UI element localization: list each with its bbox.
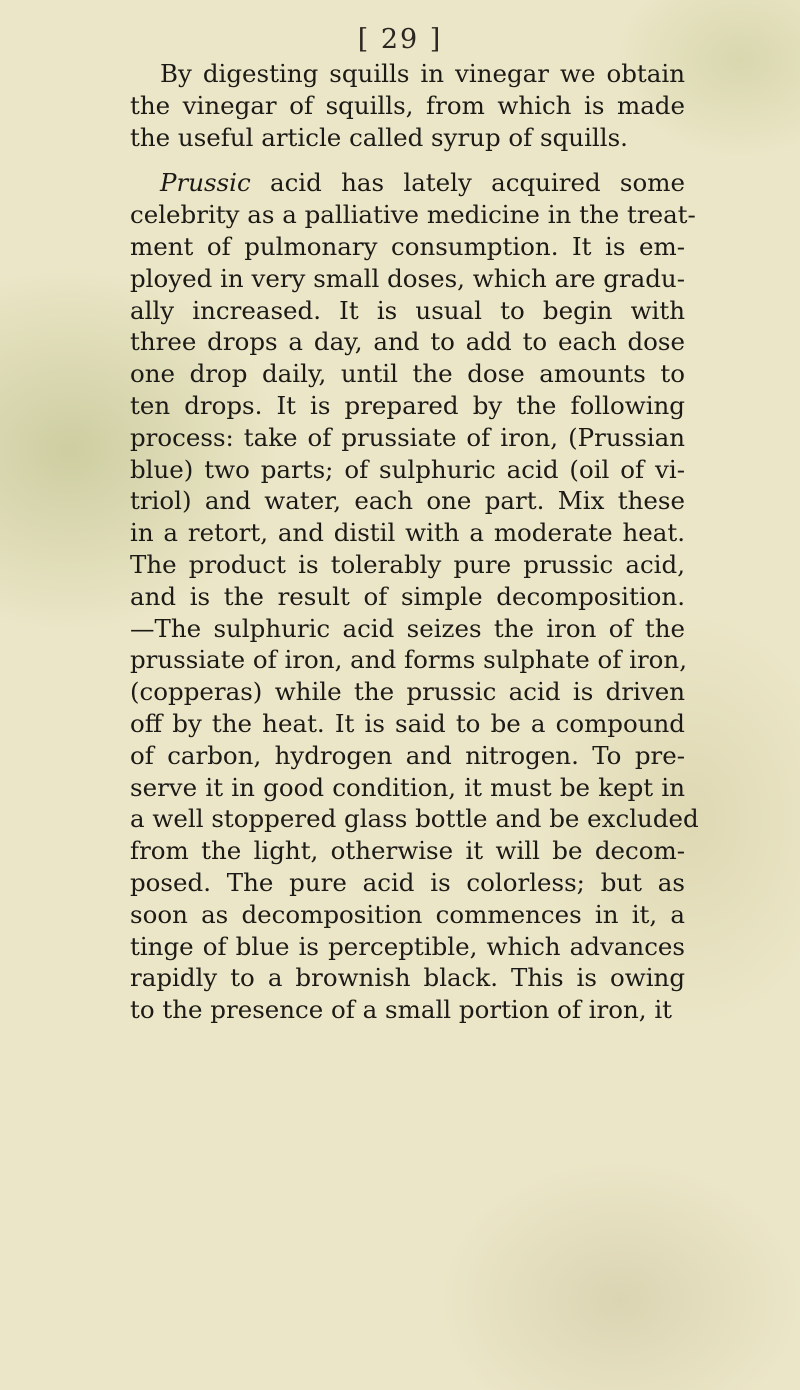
text-line: blue) two parts; of sulphuric acid (oil of vi- <box>130 454 685 484</box>
text-line: to the presence of a small portion of iron, it <box>130 995 673 1025</box>
text-line: tinge of blue is perceptible, which advances <box>130 931 685 961</box>
text-line: posed. The pure acid is colorless; but as <box>130 867 685 897</box>
text-line: soon as decomposition commences in it, a <box>130 899 685 929</box>
text-line: (copperas) while the prussic acid is driven <box>130 677 685 707</box>
text-line: off by the heat. It is said to be a compound <box>130 708 685 738</box>
page-number: [ 29 ] <box>357 24 443 55</box>
text-line: the useful article called syrup of squills. <box>130 122 628 152</box>
text-line: of carbon, hydrogen and nitrogen. To pre- <box>130 740 685 770</box>
text-line: The product is tolerably pure prussic acid, <box>130 549 685 579</box>
text-line: ment of pulmonary consumption. It is em- <box>130 231 685 261</box>
text-line: triol) and water, each one part. Mix these <box>130 486 685 516</box>
text-line: celebrity as a palliative medicine in the treat- <box>130 200 696 230</box>
text-line: one drop daily, until the dose amounts to <box>130 359 685 389</box>
text-line: in a retort, and distil with a moderate heat. <box>130 518 685 548</box>
text-line <box>130 167 685 199</box>
text-line: the vinegar of squills, from which is made <box>130 90 685 120</box>
text-line: and is the result of simple decomposition. <box>130 581 685 611</box>
text-line: prussiate of iron, and forms sulphate of iron, <box>130 645 687 675</box>
paragraph-squills <box>130 58 685 153</box>
paragraph-prussic-acid <box>130 167 699 1026</box>
text-line: serve it in good condition, it must be kept in <box>130 772 685 802</box>
text-line: from the light, otherwise it will be decom- <box>130 836 685 866</box>
text-line: process: take of prussiate of iron, (Prussian <box>130 422 685 452</box>
text-line: By digesting squills in vinegar we obtain <box>160 59 685 88</box>
italic-term: Prussic <box>160 168 251 198</box>
text-line: ployed in very small doses, which are gradu- <box>130 263 685 293</box>
body-text <box>130 58 699 1026</box>
text-line: ten drops. It is prepared by the following <box>130 390 685 420</box>
text-line: rapidly to a brownish black. This is owing <box>130 963 685 993</box>
text-line: ally increased. It is usual to begin with <box>130 295 685 325</box>
text-line: three drops a day, and to add to each dose <box>130 327 685 357</box>
text-line-rest: acid has lately acquired some <box>250 168 685 198</box>
text-line: —The sulphuric acid seizes the iron of the <box>130 613 685 643</box>
text-line: a well stoppered glass bottle and be excluded <box>130 804 699 834</box>
